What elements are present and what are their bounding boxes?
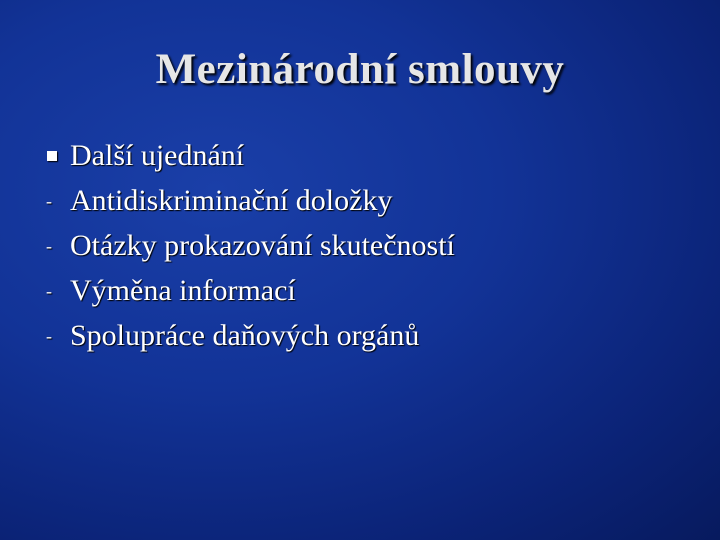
list-item-label: Otázky prokazování skutečností	[70, 228, 455, 262]
list-item	[44, 178, 694, 223]
list-item	[44, 268, 694, 313]
list-item-label: Další ujednání	[70, 138, 245, 172]
list-item-label: Antidiskriminační doložky	[70, 183, 393, 217]
list-item	[44, 133, 694, 178]
list-item-label: Spolupráce daňových orgánů	[70, 318, 420, 352]
square-bullet-icon	[44, 151, 70, 161]
list-item	[44, 223, 694, 268]
list-item-label: Výměna informací	[70, 273, 296, 307]
bullet-list	[44, 133, 694, 358]
slide-title: Mezinárodní smlouvy	[155, 46, 565, 93]
dash-bullet-icon: -	[46, 325, 52, 346]
dash-bullet-icon: -	[46, 235, 52, 256]
dash-bullet-icon: -	[46, 280, 52, 301]
dash-bullet-icon: -	[46, 190, 52, 211]
list-item	[44, 313, 694, 358]
